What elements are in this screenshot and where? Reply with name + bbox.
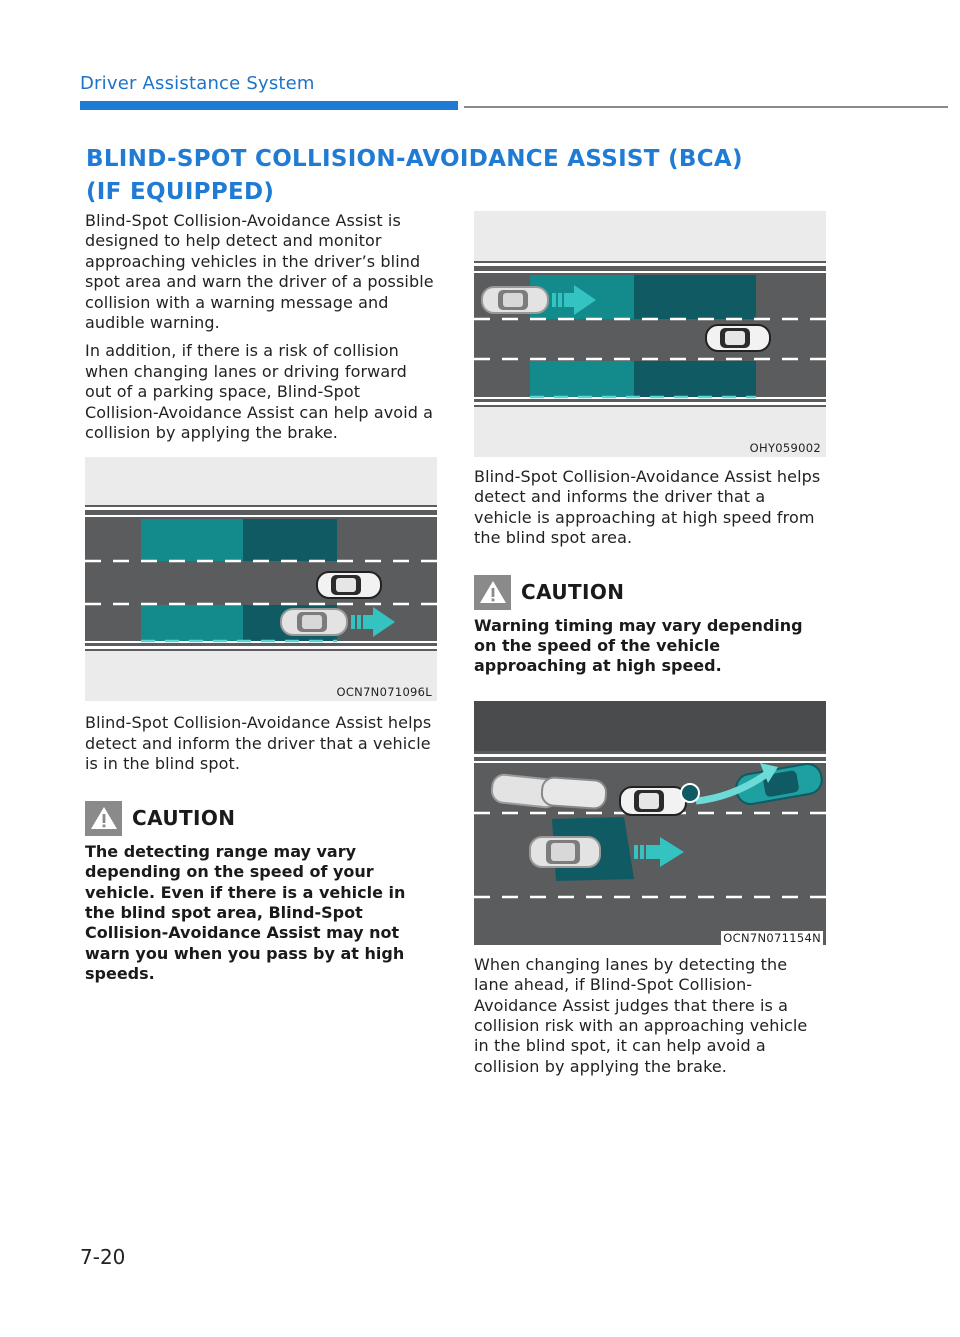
figure-code: OCN7N071154N	[723, 930, 821, 945]
warning-triangle-icon	[85, 801, 122, 836]
approaching-car-icon	[482, 287, 548, 313]
figure-caption: Blind-Spot Collision-Avoidance Assist helps detect and inform the driver that a vehicle is in the blind spot.	[85, 713, 432, 774]
warning-triangle-icon	[474, 575, 511, 610]
blind-spot-car-icon	[281, 609, 347, 635]
caution-text: The detecting range may vary depending on the speed of your vehicle. Even if there is a vehicle in the blind spot area, Blind-Spot Collision-Avoidance Assist may not warn you when you pass by at high speeds.	[85, 841, 406, 984]
right-column	[474, 211, 826, 1085]
figure-code: OCN7N071096L	[336, 685, 432, 700]
figure-caption: When changing lanes by detecting the lane ahead, if Blind-Spot Collision-Avoidance Assist judges that there is a collision risk with an approaching vehicle in the blind spot, it can help avoid a collision by applying the brake.	[474, 954, 808, 1076]
figure-blind-spot	[85, 457, 437, 701]
figure-code: OHY059002	[749, 441, 821, 455]
header-rule	[464, 106, 948, 108]
section-title-line1: BLIND-SPOT COLLISION-AVOIDANCE ASSIST (BCA)	[86, 146, 743, 172]
blind-spot-car-icon	[530, 837, 600, 867]
section-title	[86, 143, 786, 209]
left-column	[85, 211, 437, 985]
intro-paragraph: Blind-Spot Collision-Avoidance Assist is designed to help detect and monitor approaching vehicles in the driver’s blind spot area and warn the driver of a possible collision with a warning message and audible warning.	[85, 211, 434, 333]
brake-paragraph: In addition, if there is a risk of collision when changing lanes or driving forward out of a parking space, Blind-Spot Collision-Avoidance Assist can help avoid a collision by applying the brake.	[85, 341, 434, 443]
figure-caption: Blind-Spot Collision-Avoidance Assist helps detect and informs the driver that a vehicle is approaching at high speed from the blind spot area.	[474, 467, 821, 548]
lane-change-illustration	[474, 701, 826, 945]
caution-text: Warning timing may vary depending on the speed of the vehicle approaching at high speed.	[474, 615, 803, 676]
ego-car-icon	[317, 572, 381, 598]
caution-header	[85, 801, 437, 836]
caution-label: CAUTION	[132, 806, 236, 831]
caution-label: CAUTION	[521, 580, 625, 605]
section-title-line2: (IF EQUIPPED)	[86, 179, 275, 205]
ego-car-icon	[706, 325, 770, 351]
caution-header	[474, 575, 826, 610]
blind-spot-illustration	[85, 457, 437, 701]
page-number: 7-20	[80, 1245, 126, 1269]
figure-lane-change	[474, 701, 826, 945]
header-title: Driver Assistance System	[80, 73, 315, 94]
header-accent-bar	[80, 101, 458, 110]
figure-approaching-vehicle	[474, 211, 826, 457]
approaching-vehicle-illustration	[474, 211, 826, 457]
